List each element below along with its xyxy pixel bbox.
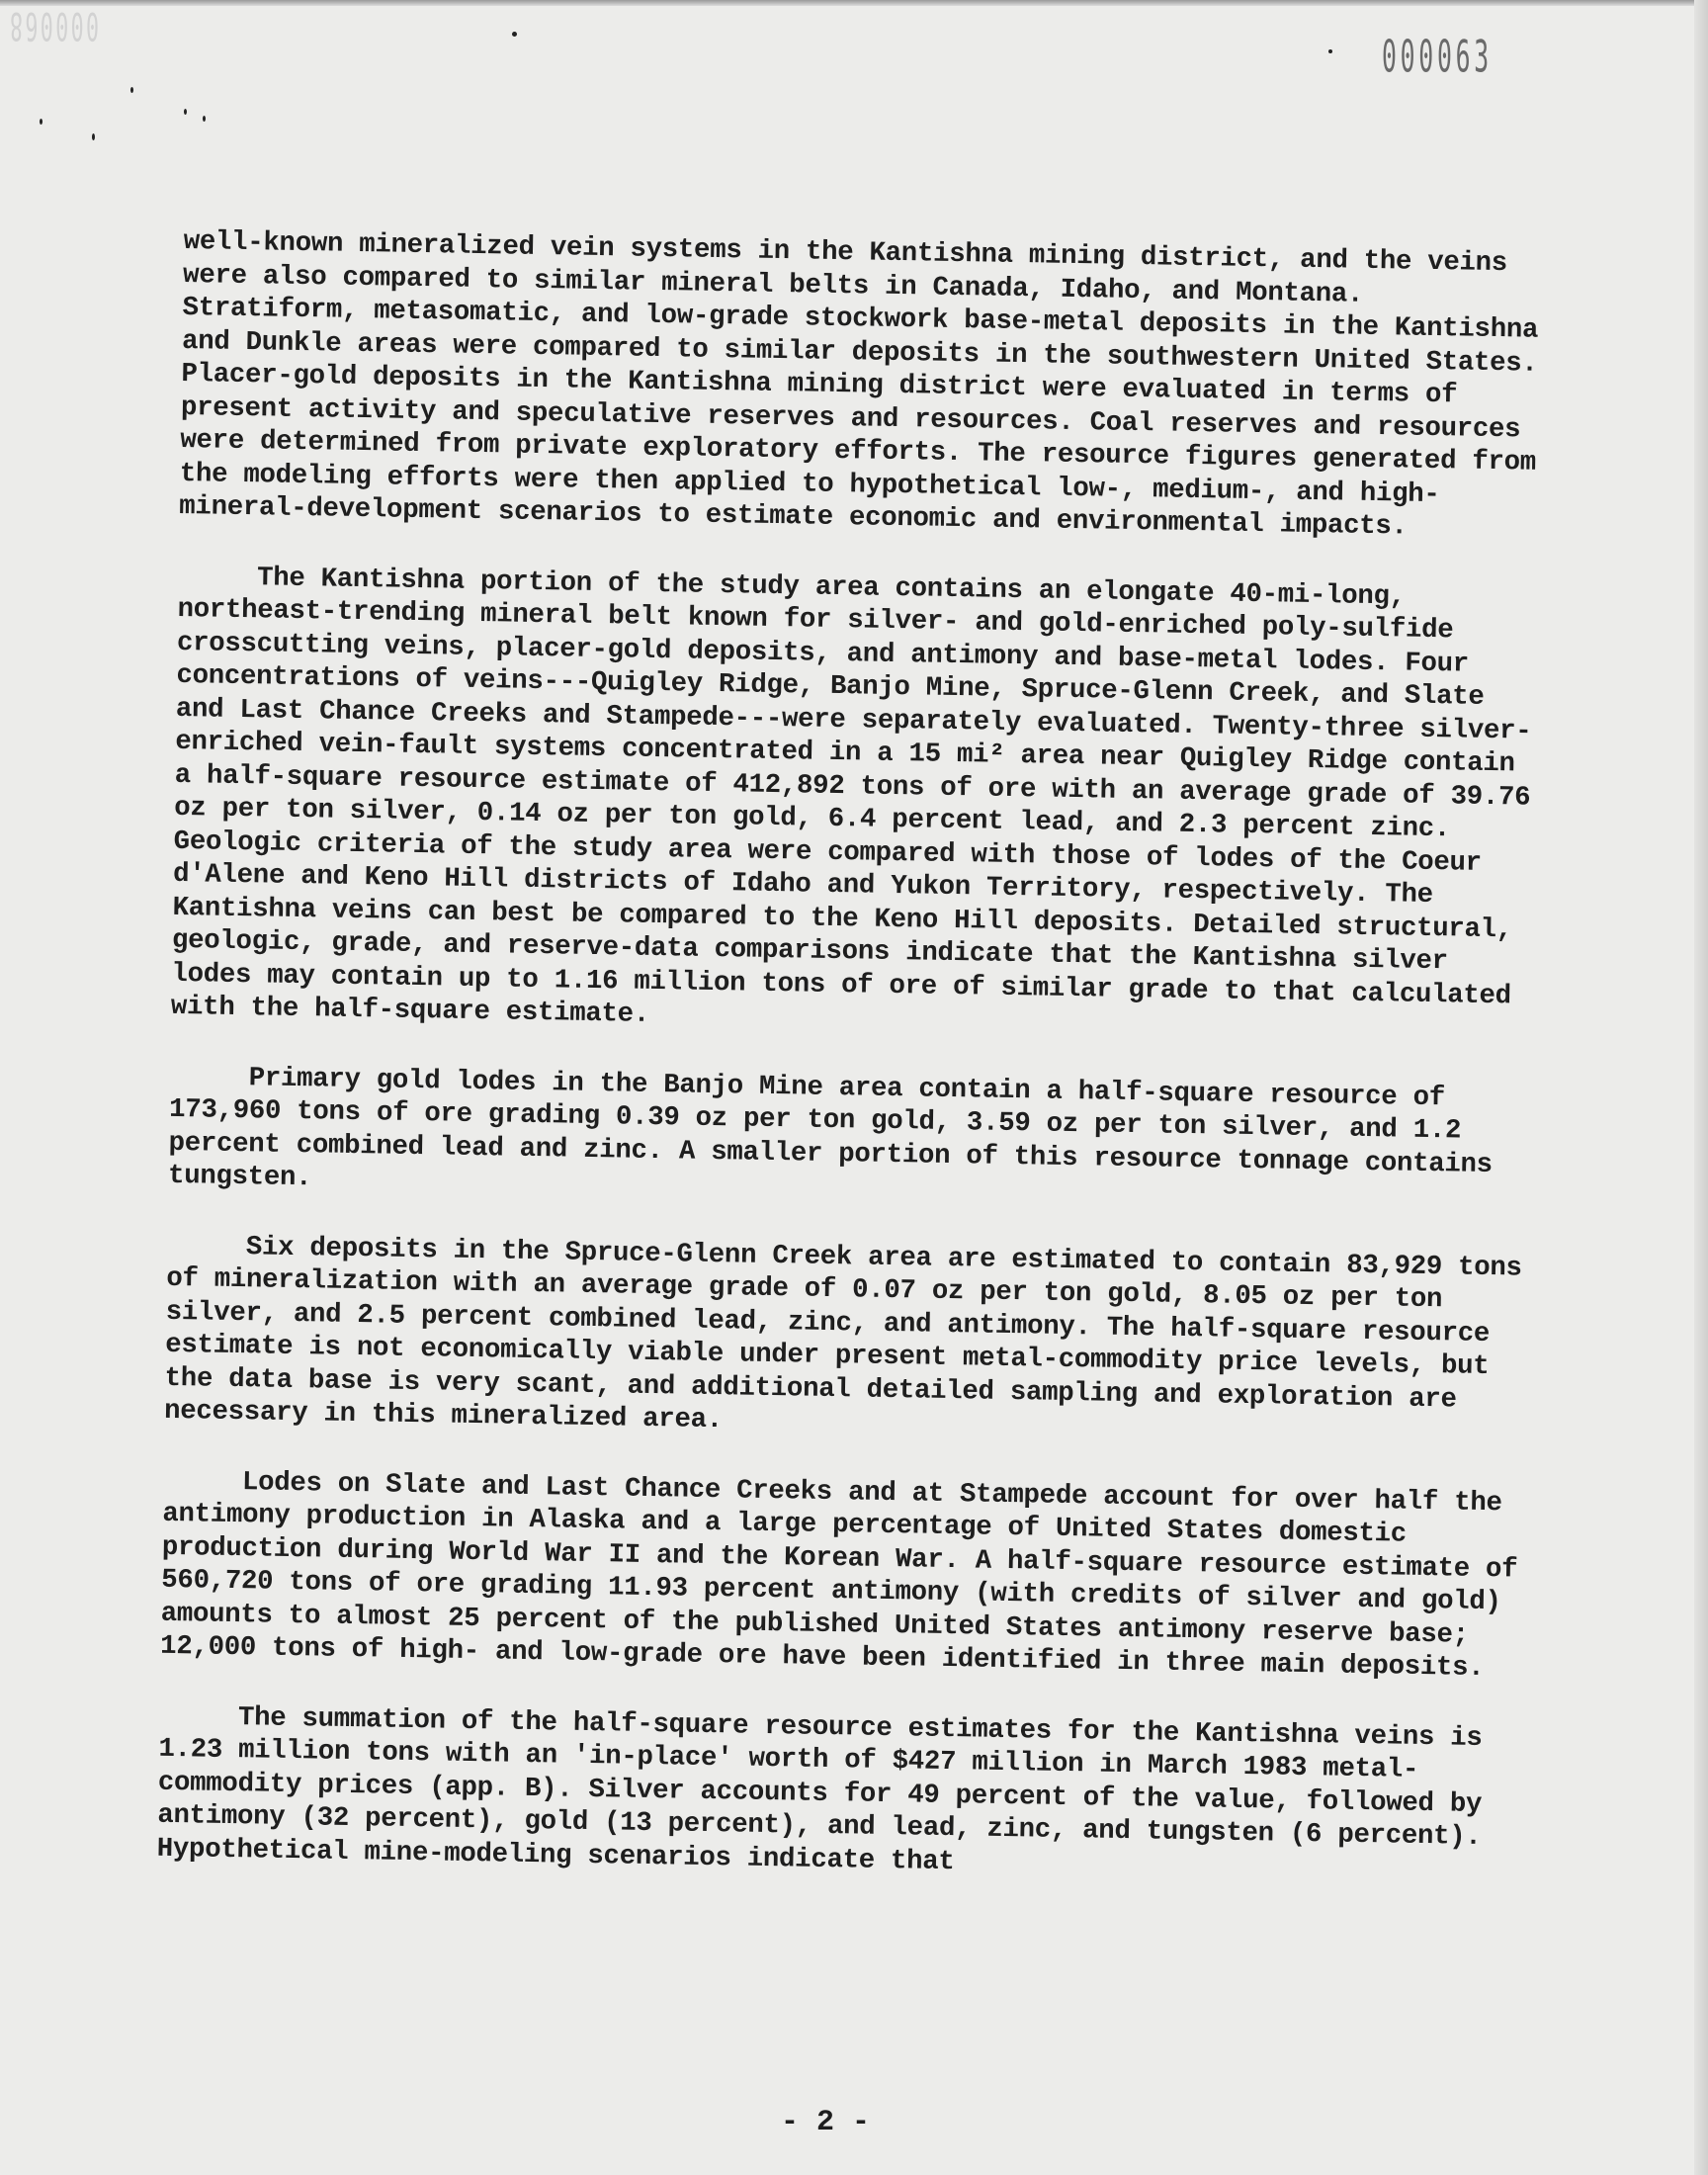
- scan-speck: [40, 119, 43, 125]
- page-top-edge: [0, 0, 1708, 6]
- page-number: - 2 -: [781, 2106, 871, 2139]
- scan-speck: [203, 116, 206, 122]
- scan-speck: [1328, 49, 1332, 53]
- ghost-stamp-number: 000068: [7, 2, 100, 48]
- paragraph-banjo-gold: Primary gold lodes in the Banjo Mine area contain a half-square resource of 173,960 tons of ore grading 0.39 oz per ton gold, 3.59 oz per ton silver, and 1.2 percent combined lead and zinc. A smaller portion of this resource tonnage contains tungsten.: [167, 1062, 1494, 1194]
- paragraph-antimony-lodes: Lodes on Slate and Last Chance Creeks and at Stampede account for over half the antimony production in Alaska and a large percentage of United States domestic production during World War II and the Korean War. A half-square resource estimate of 560,720 tons of ore grading 11.93 percent antimony (with credits of silver and gold) amounts to almost 25 percent of the published United States antimony reserve base; 12,000 tons of high- and low-grade ore have been identified in three main deposits.: [159, 1466, 1518, 1685]
- scan-speck: [130, 87, 133, 93]
- scan-speck: [92, 133, 95, 140]
- document-body: [156, 225, 1548, 1925]
- page-right-edge: [1694, 0, 1708, 2175]
- paragraph-methods: well-known mineralized vein systems in the Kantishna mining district, and the veins were also compared to similar mineral belts in Canada, Idaho, and Montana. Stratiform, metasomatic, and low-grade stockwork base-metal deposits in the Kantishna and Dunkle areas were compared to similar deposits in the southwestern United States. Placer-gold deposits in the Kantishna mining district were evaluated in terms of present activity and speculative reserves and resources. Coal reserves and resources were determined from private exploratory efforts. The resource figures generated from the modeling efforts were then applied to hypothetical low-, medium-, and high-mineral-development scenarios to estimate economic and environmental impacts.: [179, 225, 1539, 543]
- paragraph-spruce-glenn: Six deposits in the Spruce-Glenn Creek area are estimated to contain 83,929 tons of mineralization with an average grade of 0.07 oz per ton gold, 8.05 oz per ton silver, and 2.5 percent combined lead, zinc, and antimony. The half-square resource estimate is not economically viable under present metal-commodity price levels, but the data base is very scant, and additional detailed sampling and exploration are necessary in this mineralized area.: [163, 1231, 1522, 1436]
- scan-speck: [512, 32, 517, 37]
- paragraph-kantishna-silver: The Kantishna portion of the study area contains an elongate 40-mi-long, northeast-trending mineral belt known for silver- and gold-enriched poly-sulfide crosscutting veins, placer-gold deposits, and antimony and base-metal lodes. Four concentrations of veins---Quigley Ridge, Banjo Mine, Spruce-Glenn Creek, and Slate and Last Chance Creeks and Stampede---were separately evaluated. Twenty-three silver-enriched vein-fault systems concentrated in a 15 mi² area near Quigley Ridge contain a half-square resource estimate of 412,892 tons of ore with an average grade of 39.76 oz per ton silver, 0.14 oz per ton gold, 6.4 percent lead, and 2.3 percent zinc. Geologic criteria of the study area were compared with those of lodes of the Coeur d'Alene and Keno Hill districts of Idaho and Yukon Territory, respectively. The Kantishna veins can best be compared to the Keno Hill deposits. Detailed structural, geologic, grade, and reserve-data comparisons indicate that the Kantishna silver lodes may contain up to 1.16 million tons of ore of similar grade to that calculated with the half-square estimate.: [170, 562, 1532, 1030]
- paragraph-summation: The summation of the half-square resource estimates for the Kantishna veins is 1.23 million tons with an 'in-place' worth of $427 million in March 1983 metal-commodity prices (app. B). Silver accounts for 49 percent of the value, followed by antimony (32 percent), gold (13 percent), and lead, zinc, and tungsten (6 percent). Hypothetical mine-modeling scenarios indicate that: [156, 1701, 1483, 1877]
- scan-speck: [184, 109, 187, 115]
- document-stamp-number: 000063: [1382, 32, 1493, 83]
